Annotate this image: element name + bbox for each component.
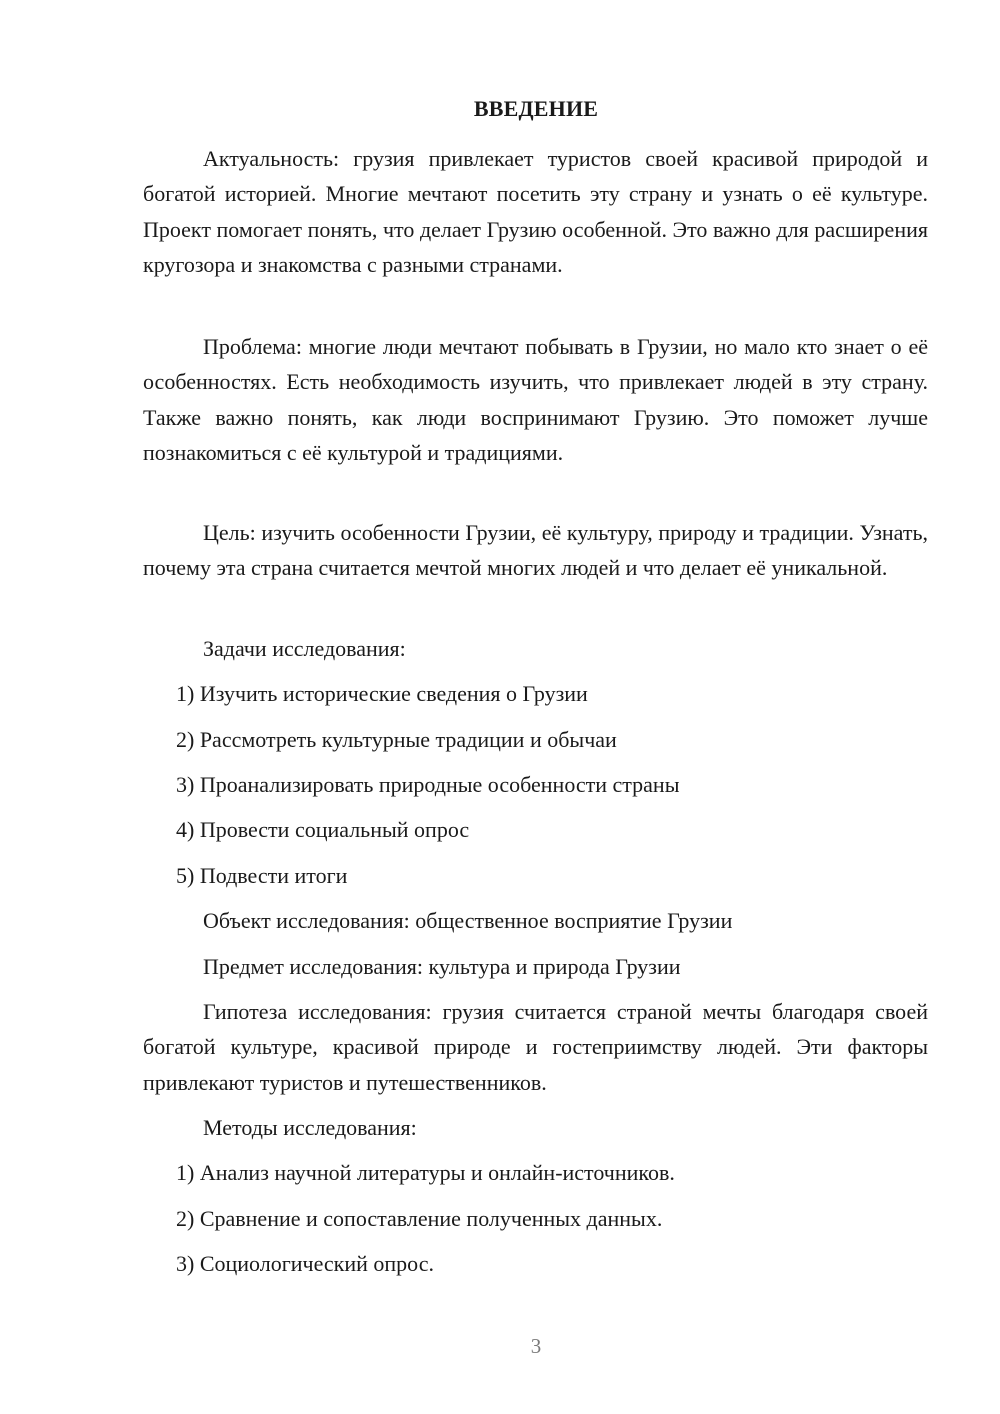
task-item-3: 3) Проанализировать природные особенности страны [176,772,680,797]
relevance-paragraph: Актуальность: грузия привлекает туристов своей красивой природой и богатой историей. Многие мечтают посетить эту страну и узнать о её культуре. Проект помогает понять, что делает Грузию особенной. Это важно для расширения кругозора и знакомства с разными странами. [143,146,928,277]
task-item-4: 4) Провести социальный опрос [176,817,470,842]
method-item-2: 2) Сравнение и сопоставление полученных данных. [176,1206,663,1231]
task-item-2: 2) Рассмотреть культурные традиции и обычаи [176,727,617,752]
method-item-3: 3) Социологический опрос. [176,1251,434,1276]
task-item-1: 1) Изучить исторические сведения о Грузии [176,681,588,706]
section-heading: ВВЕДЕНИЕ [473,96,599,121]
task-item-5: 5) Подвести итоги [176,863,348,888]
tasks-title: Задачи исследования: [203,636,406,661]
page-number: 3 [530,1334,542,1358]
problem-paragraph: Проблема: многие люди мечтают побывать в Грузии, но мало кто знает о её особенностях. Есть необходимость изучить, что привлекает людей в эту страну. Также важно понять, как люди воспринимают Грузию. Это поможет лучше познакомиться с её культурой и традициями. [143,334,928,465]
method-item-1: 1) Анализ научной литературы и онлайн-источников. [176,1160,675,1185]
subject-line: Предмет исследования: культура и природа Грузии [203,954,681,979]
goal-paragraph: Цель: изучить особенности Грузии, её культуру, природу и традиции. Узнать, почему эта страна считается мечтой многих людей и что делает её уникальной. [143,520,928,581]
hypothesis-paragraph: Гипотеза исследования: грузия считается страной мечты благодаря своей богатой культуре, красивой природе и гостеприимству людей. Эти факторы привлекают туристов и путешественников. [143,999,928,1095]
methods-title: Методы исследования: [203,1115,417,1140]
object-line: Объект исследования: общественное восприятие Грузии [203,908,733,933]
